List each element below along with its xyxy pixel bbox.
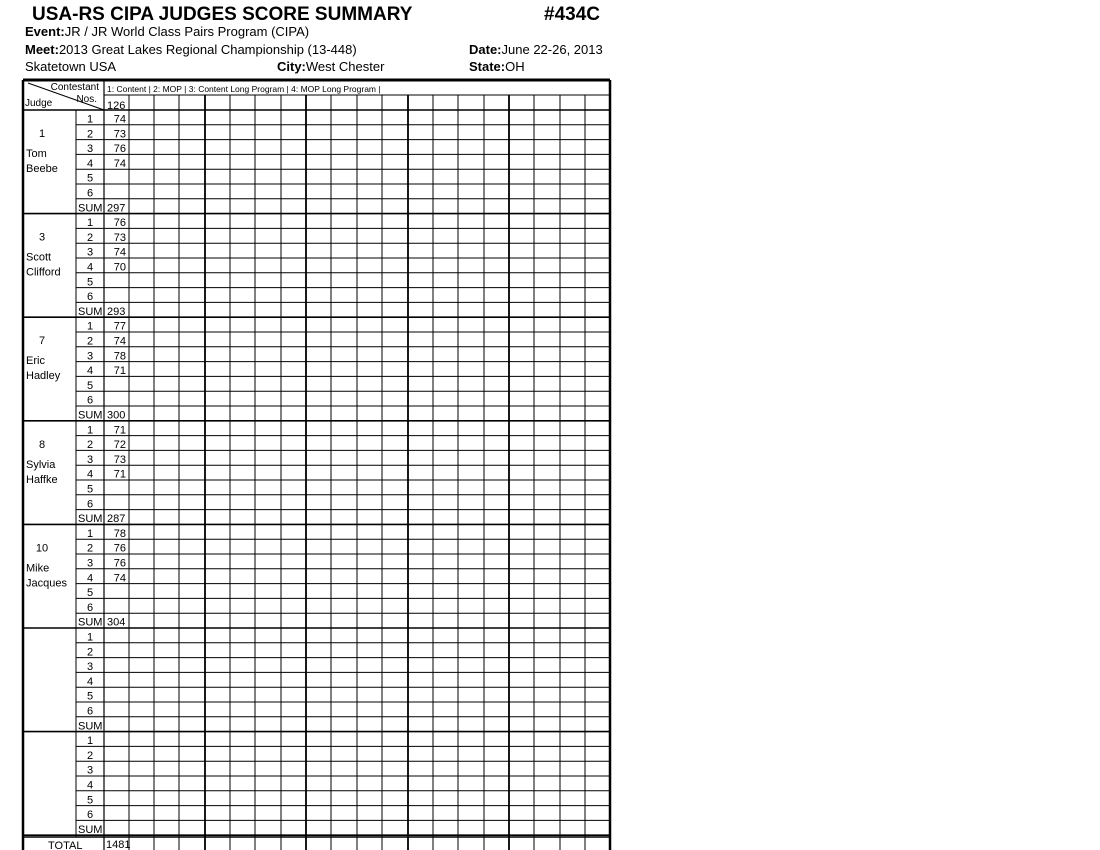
sum-value: 300 [107, 409, 126, 422]
row-number: 2 [86, 335, 94, 348]
score-value: 76 [113, 557, 126, 570]
score-value: 73 [113, 231, 126, 244]
row-number: 5 [86, 379, 94, 392]
event-label: Event: [25, 24, 65, 39]
score-value: 76 [113, 217, 126, 230]
score-value: 73 [113, 453, 126, 466]
row-number: 3 [86, 143, 94, 156]
sum-value: 297 [107, 202, 126, 215]
judge-number: 1 [38, 128, 46, 140]
judge-last-name: Beebe [26, 163, 58, 175]
total-label: TOTAL [48, 840, 83, 850]
row-number: 4 [86, 675, 94, 688]
sum-label: SUM [78, 616, 103, 629]
row-number: 4 [86, 365, 94, 378]
sum-label: SUM [78, 823, 103, 836]
sum-label: SUM [78, 409, 103, 422]
meet-value: 2013 Great Lakes Regional Championship (13-448) [58, 42, 357, 57]
row-number: 1 [86, 631, 94, 644]
row-number: 2 [86, 231, 94, 244]
row-number: 3 [86, 453, 94, 466]
sum-label: SUM [78, 513, 103, 526]
judge-number: 3 [38, 231, 46, 244]
report-title: USA-RS CIPA JUDGES SCORE SUMMARY [32, 4, 413, 25]
date-value: June 22-26, 2013 [501, 42, 603, 57]
score-value: 71 [113, 424, 126, 437]
row-number: 1 [86, 113, 94, 126]
row-number: 3 [86, 350, 94, 363]
contestant-label: Contestant [50, 82, 99, 93]
program-legend: 1: Content | 2: MOP | 3: Content Long Program | 4: MOP Long Program | [107, 84, 381, 94]
row-number: 6 [86, 705, 94, 718]
meet-label: Meet: [25, 42, 59, 57]
city-label: City: [277, 59, 306, 74]
row-number: 1 [86, 217, 94, 230]
score-value: 73 [113, 128, 126, 141]
judge-first-name: Eric [26, 355, 45, 368]
row-number: 2 [86, 439, 94, 452]
row-number: 4 [86, 468, 94, 481]
score-value: 74 [113, 113, 126, 126]
row-number: 1 [86, 527, 94, 540]
score-value: 76 [113, 143, 126, 156]
form-number: #434C [544, 4, 600, 25]
score-value: 77 [113, 320, 126, 333]
judge-label: Judge [25, 98, 53, 109]
row-number: 5 [86, 172, 94, 185]
row-number: 3 [86, 661, 94, 674]
date-label: Date: [469, 42, 502, 57]
row-number: 4 [86, 157, 94, 170]
row-number: 4 [86, 779, 94, 792]
score-value: 78 [113, 527, 126, 540]
score-value: 76 [113, 542, 126, 555]
judge-number: 10 [35, 542, 49, 555]
judge-first-name: Tom [26, 148, 47, 160]
row-number: 5 [86, 276, 94, 289]
row-number: 2 [86, 749, 94, 762]
sum-value: 287 [107, 513, 126, 526]
sum-label: SUM [78, 202, 103, 215]
row-number: 6 [86, 187, 94, 200]
row-number: 5 [86, 794, 94, 807]
score-value: 74 [113, 335, 126, 348]
rink-value: Skatetown USA [25, 59, 117, 74]
row-number: 1 [86, 735, 94, 748]
sum-value: 304 [107, 616, 126, 629]
judge-number: 7 [38, 335, 46, 348]
row-number: 6 [86, 601, 94, 614]
row-number: 1 [86, 424, 94, 437]
score-value: 72 [113, 439, 126, 452]
state-label: State: [469, 59, 506, 74]
sum-label: SUM [78, 305, 103, 318]
score-value: 71 [113, 468, 126, 481]
row-number: 3 [86, 557, 94, 570]
score-value: 78 [113, 350, 126, 363]
nos-label: Nos. [76, 94, 97, 105]
contestant-number: 126 [107, 100, 126, 112]
city-value: West Chester [305, 59, 385, 74]
judge-last-name: Clifford [26, 266, 61, 279]
row-number: 4 [86, 572, 94, 585]
row-number: 5 [86, 483, 94, 496]
score-value: 71 [113, 365, 126, 378]
row-number: 4 [86, 261, 94, 274]
row-number: 5 [86, 690, 94, 703]
row-number: 5 [86, 587, 94, 600]
event-value: JR / JR World Class Pairs Program (CIPA) [64, 24, 310, 39]
judge-last-name: Haffke [26, 473, 58, 486]
judge-last-name: Hadley [26, 370, 61, 383]
row-number: 6 [86, 498, 94, 511]
state-value: OH [505, 59, 525, 74]
row-number: 3 [86, 764, 94, 777]
row-number: 2 [86, 542, 94, 555]
total-value: 1481 [106, 839, 131, 850]
judge-first-name: Mike [26, 562, 50, 575]
row-number: 3 [86, 246, 94, 259]
row-number: 1 [86, 320, 94, 333]
row-number: 6 [86, 291, 94, 304]
row-number: 6 [86, 809, 94, 822]
row-number: 2 [86, 128, 94, 141]
judge-first-name: Sylvia [26, 458, 56, 471]
judge-number: 8 [38, 438, 46, 451]
score-value: 74 [113, 246, 126, 259]
judge-first-name: Scott [26, 251, 52, 264]
score-value: 74 [113, 157, 126, 170]
row-number: 2 [86, 646, 94, 659]
sum-value: 293 [107, 305, 126, 318]
score-value: 74 [113, 572, 126, 585]
sum-label: SUM [78, 720, 103, 733]
score-value: 70 [113, 261, 126, 274]
row-number: 6 [86, 394, 94, 407]
judge-last-name: Jacques [26, 577, 67, 590]
